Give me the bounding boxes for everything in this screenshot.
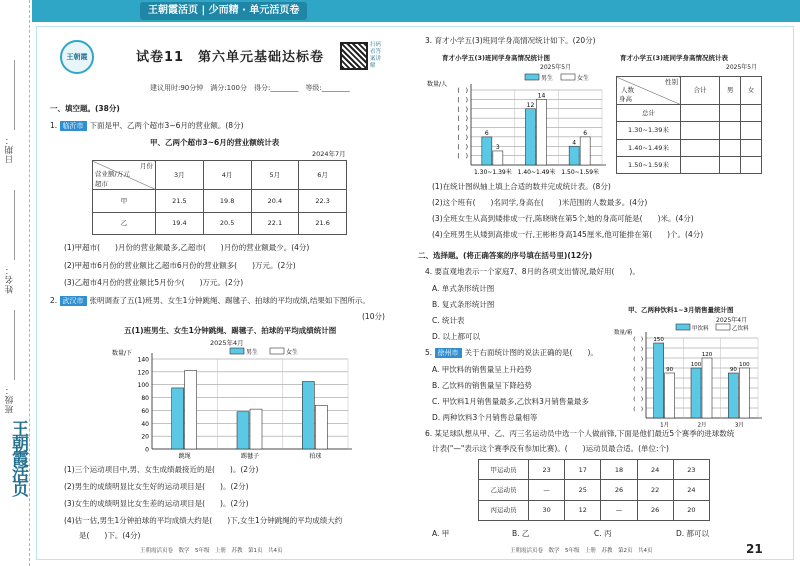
table1-cell: 19.4 (156, 212, 204, 235)
q2-region-tag: 武汉市 (60, 296, 87, 306)
bar-series1 (302, 382, 314, 450)
page-title: 试卷11 第六单元基础达标卷 (135, 50, 325, 65)
q6-option-c[interactable]: C. 丙 (594, 529, 612, 538)
bar-value-label: 100 (690, 362, 702, 368)
table1-header-cell: 4月 (203, 161, 251, 190)
blank-cell[interactable] (741, 139, 762, 156)
goals-row-label: 乙运动员 (479, 480, 529, 500)
legend-swatch (676, 324, 690, 330)
q2-sub-1: (1)三个运动项目中,男、女生成绩最接近的是( )。(2分) (64, 465, 259, 474)
legend-label: 乙饮料 (732, 326, 749, 332)
table2-corner-cell (617, 77, 681, 105)
q1-number: 1. (50, 121, 60, 130)
banner-label: 王朝霞活页 | 少而精 · 单元活页卷 (140, 2, 307, 20)
goals-row-label: 甲运动员 (479, 460, 529, 480)
vertical-brand-logo: 王朝霞活页 (8, 420, 28, 495)
x-tick-label: 1.40~1.49米 (517, 169, 556, 176)
table1-corner-cell (93, 161, 156, 190)
date-line (14, 60, 15, 130)
table1-cell: 20.5 (203, 212, 251, 235)
x-tick-label: 跳绳 (178, 453, 191, 460)
corner-gender: 性别 (665, 78, 678, 86)
bar-value-label: 90 (729, 367, 737, 373)
y-tick-label: 60 (141, 407, 149, 415)
y-tick-blank: ( ) (457, 125, 468, 132)
bar-series2 (185, 371, 197, 449)
chart2-title: 育才小学五(3)班同学身高情况统计图 (442, 54, 550, 62)
goals-cell: 23 (673, 460, 709, 480)
name-label: 姓名： (5, 265, 15, 294)
y-tick-blank: ( ) (633, 356, 643, 363)
q1-region-tag: 临沂市 (60, 121, 87, 131)
goals-cell: 18 (601, 460, 637, 480)
corner-month: 月份 (140, 162, 153, 170)
bar-series2 (580, 137, 590, 165)
goals-cell: 25 (565, 480, 601, 500)
page-number: 21 (746, 542, 763, 556)
y-tick-label: 80 (141, 395, 149, 403)
chart1-date: 2025年4月 (210, 339, 244, 347)
table1-header-cell: 3月 (156, 161, 204, 190)
y-tick-blank: ( ) (457, 106, 468, 114)
table2-row-label: 1.30~1.39米 (617, 122, 681, 139)
table-row (479, 480, 710, 500)
date-label: 日期： (5, 135, 15, 164)
table1-cell: 22.3 (299, 190, 347, 213)
bar-value-label: 14 (537, 92, 546, 100)
height-table (616, 76, 762, 174)
y-tick-blank: ( ) (457, 87, 468, 95)
goals-cell: 26 (601, 480, 637, 500)
y-axis-label: 数量/人 (427, 81, 448, 88)
q4-option-c[interactable]: C. 统计表 (432, 316, 465, 325)
q5-option-c[interactable]: C. 甲饮料1月销售量最多,乙饮料3月销售量最多 (432, 397, 589, 406)
table2-header-cell: 合计 (681, 77, 720, 105)
question-4: 4. 要直观地表示一个家庭7、8月的各项支出情况,最好用( )。 (425, 267, 640, 276)
q3-sub-2: (2)这个班有( )名同学,身高在( )米范围的人数最多。(4分) (432, 198, 648, 207)
class-label: 班级： (5, 385, 15, 414)
bar-series1 (728, 373, 738, 418)
table-row (93, 190, 347, 213)
table1-cell: 22.1 (251, 212, 299, 235)
q6-option-b[interactable]: B. 乙 (512, 529, 530, 538)
bar-series2 (250, 409, 262, 449)
question-1 (50, 121, 244, 131)
question-5 (425, 348, 598, 358)
table-row (617, 139, 762, 156)
q4-option-b[interactable]: B. 复式条形统计图 (432, 300, 495, 309)
blank-cell[interactable] (741, 156, 762, 173)
table-row (479, 460, 710, 480)
table1-cell: 21.6 (299, 212, 347, 235)
table2-row-label: 总计 (617, 105, 681, 122)
q5-number: 5. (425, 348, 435, 357)
bar-series1 (482, 137, 492, 165)
bar-value-label: 120 (701, 352, 713, 358)
brand-logo-icon: 王朝霞 (60, 40, 94, 74)
question-3: 3. 育才小学五(3)班同学身高情况统计如下。(20分) (425, 36, 596, 45)
exam-meta: 建议用时:90分钟 满分:100分 得分:________ 等级:________ (150, 84, 350, 92)
chart3-title: 甲、乙两种饮料1~3月销售量统计图 (628, 306, 734, 314)
revenue-table (92, 160, 347, 235)
bar-series1 (526, 109, 536, 165)
section-fill-blank: 一、填空题。(38分) (50, 104, 120, 113)
q1-text: 下面是甲、乙两个超市3~6月的营业额。(8分) (89, 121, 244, 130)
goals-table (478, 459, 710, 521)
q2-sub-4b: 是( )下。(4分) (64, 531, 141, 540)
table2-row-label: 1.50~1.59米 (617, 156, 681, 173)
q3-sub-4: (4)全班男生从矮到高排成一行,王彬彬身高145厘米,他可能排在第( )个。(4分) (432, 230, 704, 239)
blank-cell[interactable] (741, 105, 762, 122)
bar-value-label: 4 (572, 139, 577, 147)
y-axis-label: 数量/箱 (614, 330, 633, 336)
blank-cell[interactable] (720, 105, 741, 122)
q4-option-a[interactable]: A. 单式条形统计图 (432, 284, 495, 293)
question-6: 6. 某足球队想从甲、乙、丙三名运动员中选一个人做前锋,下面是他们最近5个赛季的进球数统 (425, 429, 735, 438)
q3-sub-3: (3)全班女生从高到矮排成一行,陈晓晓在第5个,她的身高可能是( )米。(4分) (432, 214, 694, 223)
bar-value-label: 100 (739, 362, 750, 368)
table1-cell: 21.5 (156, 190, 204, 213)
x-tick-label: 1月 (660, 422, 670, 429)
table1-row-label: 乙 (93, 212, 156, 235)
y-tick-blank: ( ) (633, 376, 643, 383)
y-tick-blank: ( ) (633, 386, 643, 393)
goals-cell: 24 (637, 460, 673, 480)
goals-cell: 24 (673, 480, 709, 500)
x-tick-label: 2月 (697, 422, 707, 429)
legend-swatch (561, 74, 575, 80)
y-tick-blank: ( ) (633, 336, 643, 343)
table1-cell: 19.8 (203, 190, 251, 213)
table1-header-cell: 6月 (299, 161, 347, 190)
y-tick-blank: ( ) (633, 346, 643, 353)
goals-cell: 22 (637, 480, 673, 500)
legend-label: 女生 (577, 75, 590, 82)
x-tick-label: 3月 (734, 422, 744, 429)
legend-swatch (716, 324, 730, 330)
bar-series1 (691, 368, 701, 418)
table1-row-label: 甲 (93, 190, 156, 213)
blank-cell[interactable] (720, 122, 741, 139)
y-tick-label: 20 (141, 433, 149, 441)
chart2-date: 2025年5月 (540, 64, 572, 71)
legend-label: 男生 (246, 349, 259, 356)
blank-cell[interactable] (681, 156, 720, 173)
legend-label: 女生 (286, 349, 299, 356)
height-bar-chart (425, 72, 610, 177)
q1-sub-3: (3)乙超市4月份的营业额比5月份少( )万元。(2分) (64, 278, 244, 287)
blank-cell[interactable] (741, 122, 762, 139)
blank-cell[interactable] (681, 105, 720, 122)
q2-text: 张明调查了五(1)班男、女生1分钟跳绳、踢毽子、拍球的平均成绩,结果如下图所示。 (89, 296, 370, 305)
class-line (14, 310, 15, 380)
table-row (479, 500, 710, 520)
y-tick-blank: ( ) (633, 366, 643, 373)
table-row (617, 122, 762, 139)
q6-option-a[interactable]: A. 甲 (432, 529, 450, 538)
q2-sub-2: (2)男生的成绩明显比女生好的运动项目是( )。(2分) (64, 482, 249, 491)
y-tick-blank: ( ) (457, 153, 468, 161)
bar-series2 (315, 405, 327, 449)
table2-row-label: 1.40~1.49米 (617, 139, 681, 156)
q6-option-d[interactable]: D. 都可以 (676, 529, 710, 538)
chart1-title: 五(1)班男生、女生1分钟跳绳、踢毽子、拍球的平均成绩统计图 (124, 326, 337, 335)
q2-score: (10分) (362, 312, 385, 321)
table-row (617, 105, 762, 122)
left-footer: 王朝霞活页卷 数学 5年级 上册 苏教 第1页 共4页 (140, 548, 283, 554)
table2-header-cell: 男 (720, 77, 741, 105)
legend-swatch (525, 74, 539, 80)
bar-series1 (654, 343, 664, 418)
bar-value-label: 6 (583, 129, 588, 137)
bar-value-label: 90 (666, 367, 674, 373)
q5-option-b[interactable]: B. 乙饮料的销售量呈下降趋势 (432, 381, 532, 390)
goals-cell: 30 (529, 500, 565, 520)
goals-cell: 12 (565, 500, 601, 520)
q5-text: 关于右面统计图的说法正确的是( )。 (464, 348, 598, 357)
bar-series1 (569, 146, 579, 165)
bar-series2 (493, 151, 503, 165)
bar-series2 (702, 358, 712, 418)
y-tick-label: 120 (137, 369, 149, 377)
legend-swatch (230, 348, 244, 354)
goals-cell: 23 (529, 460, 565, 480)
y-tick-blank: ( ) (633, 396, 643, 403)
corner-count: 人数 (621, 86, 634, 94)
section-choice: 二、选择题。(将正确答案的序号填在括号里)(12分) (418, 251, 593, 260)
goals-cell: — (529, 480, 565, 500)
bar-value-label: 3 (495, 143, 500, 151)
y-tick-label: 0 (145, 446, 149, 454)
binding-sidebar (0, 0, 30, 566)
table-row (617, 156, 762, 173)
drink-sales-bar-chart (612, 322, 762, 430)
y-tick-blank: ( ) (457, 96, 468, 104)
bar-series2 (665, 373, 675, 418)
name-line (14, 190, 15, 260)
q1-sub-1: (1)甲超市( )月份的营业额最多,乙超市( )月份的营业额最少。(4分) (64, 243, 310, 252)
corner-height: 身高 (619, 94, 632, 103)
question-6-cont: 计表("—"表示这个赛季没有参加比赛)。( )运动员最合适。(单位:个) (432, 444, 669, 453)
goals-row-label: 丙运动员 (479, 500, 529, 520)
q5-option-a[interactable]: A. 甲饮料的销售量呈上升趋势 (432, 365, 532, 374)
corner-revenue: 营业额/万元 (95, 170, 130, 178)
y-tick-blank: ( ) (457, 143, 468, 151)
qr-label: 扫码看答案讲解 (370, 42, 382, 69)
sports-bar-chart (110, 345, 360, 463)
bar-value-label: 150 (653, 337, 664, 343)
bar-value-label: 12 (526, 101, 535, 109)
q5-region-tag: 徐州市 (435, 348, 462, 358)
x-tick-label: 1.50~1.59米 (561, 169, 600, 176)
bar-series2 (537, 99, 547, 165)
table1-header-cell: 5月 (251, 161, 299, 190)
blank-cell[interactable] (681, 122, 720, 139)
goals-cell: 20 (673, 500, 709, 520)
legend-label: 甲饮料 (692, 326, 709, 332)
q2-sub-4: (4)估一估,男生1分钟拍球的平均成绩大约是( )下,女生1分钟跳绳的平均成绩大约 (64, 516, 343, 525)
y-tick-blank: ( ) (457, 134, 468, 142)
legend-label: 男生 (541, 75, 554, 82)
table2-header-cell: 女 (741, 77, 762, 105)
x-tick-label: 1.30~1.39米 (473, 169, 512, 176)
question-2 (50, 296, 370, 306)
blank-cell[interactable] (720, 139, 741, 156)
goals-cell: 17 (565, 460, 601, 480)
table-row (93, 212, 347, 235)
goals-cell: 26 (637, 500, 673, 520)
qr-code-icon[interactable] (340, 42, 368, 70)
legend-swatch (270, 348, 284, 354)
table2-title: 育才小学五(3)班同学身高情况统计表 (620, 54, 728, 62)
y-tick-label: 100 (137, 382, 149, 390)
q5-option-d[interactable]: D. 两种饮料3个月销售总量相等 (432, 413, 538, 422)
x-tick-label: 踢毽子 (240, 453, 260, 460)
q3-sub-1: (1)在统计图纵轴上填上合适的数并完成统计表。(8分) (432, 182, 611, 191)
blank-cell[interactable] (681, 139, 720, 156)
table1-cell: 20.4 (251, 190, 299, 213)
table2-date: 2025年5月 (726, 64, 758, 71)
y-axis-label: 数量/下 (112, 350, 133, 357)
q4-option-d[interactable]: D. 以上都可以 (432, 332, 481, 341)
bar-series1 (172, 388, 184, 449)
q2-number: 2. (50, 296, 60, 305)
bar-value-label: 6 (484, 129, 489, 137)
x-tick-label: 拍球 (309, 453, 322, 460)
table1-title: 甲、乙两个超市3~6月的营业额统计表 (150, 138, 280, 147)
q2-sub-3: (3)女生的成绩明显比女生差的运动项目是( )。(2分) (64, 499, 249, 508)
bar-series1 (237, 412, 249, 449)
right-footer: 王朝霞活页卷 数学 5年级 上册 苏教 第2页 共4页 (510, 548, 653, 554)
blank-cell[interactable] (720, 156, 741, 173)
y-tick-label: 140 (137, 356, 149, 364)
chart3-date: 2025年4月 (716, 317, 748, 324)
q1-sub-2: (2)甲超市6月份的营业额比乙超市6月份的营业额多( )万元。(2分) (64, 261, 296, 270)
goals-cell: — (601, 500, 637, 520)
y-tick-blank: ( ) (457, 115, 468, 123)
y-tick-label: 40 (141, 420, 149, 428)
corner-market: 超市 (95, 179, 108, 188)
y-tick-blank: ( ) (633, 406, 643, 413)
table1-date: 2024年7月 (312, 150, 346, 158)
bar-series2 (739, 368, 749, 418)
